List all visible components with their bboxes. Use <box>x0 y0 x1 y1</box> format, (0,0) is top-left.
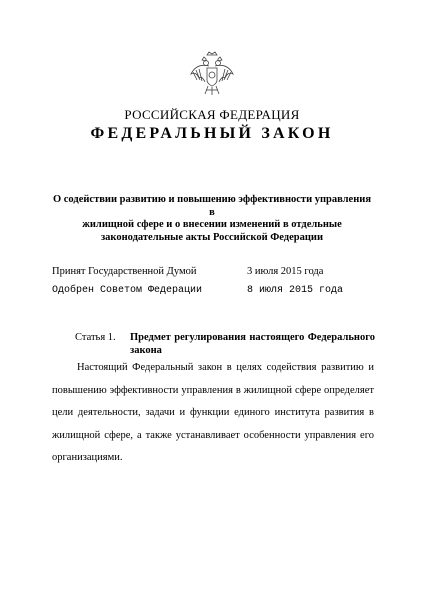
article-heading: Предмет регулирования настоящего Федерального закона <box>130 332 375 356</box>
council-label: Одобрен Советом Федерации <box>52 285 203 296</box>
coat-of-arms-icon <box>187 50 237 97</box>
council-date: 8 июля 2015 года <box>247 285 344 296</box>
duma-date: 3 июля 2015 года <box>247 266 324 277</box>
article-body: Настоящий Федеральный закон в целях содействия развитию и повышению эффективности управления в жилищной сфере определяет цели деятельности, задачи и функции единого института развития в жилищной сфере, а также устанавливает особенности управления его организациями. <box>52 362 374 463</box>
law-title <box>50 194 374 244</box>
law-title-line: законодательные акты Российской Федерации <box>100 231 324 243</box>
law-title-line: О содействии развитию и повышению эффективности управления в <box>52 194 371 218</box>
duma-label: Принят Государственной Думой <box>52 266 197 277</box>
document-type: ФЕДЕРАЛЬНЫЙ ЗАКОН <box>90 125 334 142</box>
law-title-line: жилищной сфере и о внесении изменений в отдельные <box>82 219 342 230</box>
country-name: РОССИЙСКАЯ ФЕДЕРАЦИЯ <box>124 107 300 122</box>
article-number: Статья 1. <box>75 332 116 343</box>
